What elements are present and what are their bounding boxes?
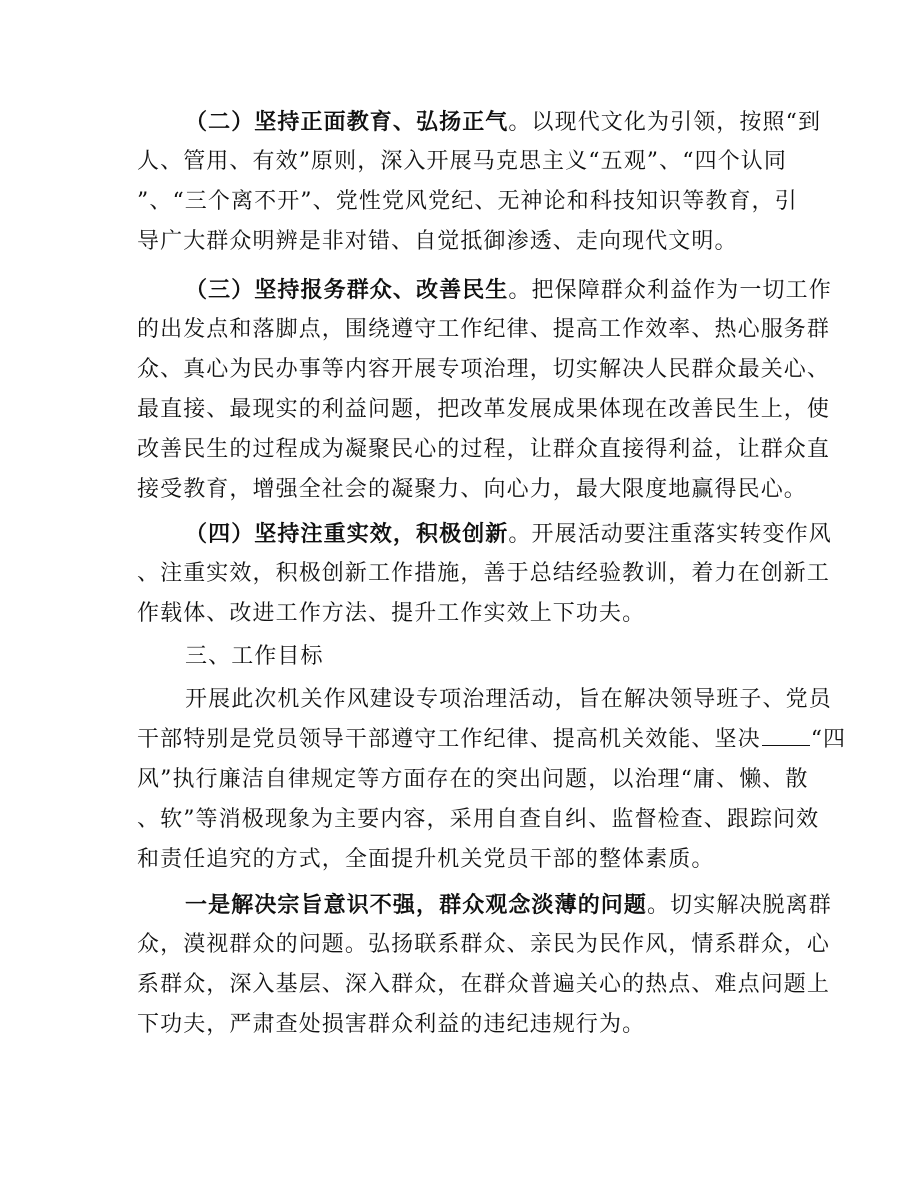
paragraph-line: 众、真心为民办事等内容开展专项治理，切实解决人民群众最关心、 [137, 357, 831, 382]
paragraph-line: 众，漠视群众的问题。弘扬联系群众、亲民为民作风，情系群众，心 [137, 932, 831, 957]
paragraph-line: 开展此次机关作风建设专项治理活动，旨在解决领导班子、党员 [185, 687, 832, 712]
paragraph-line: 下功夫，严肃查处损害群众利益的违纪违规行为。 [137, 1012, 646, 1037]
paragraph-line: 、软”等消极现象为主要内容，采用自查自纠、监督检查、跟踪问效 [137, 807, 820, 832]
paragraph-heading: （二）坚持正面教育、弘扬正气 [185, 109, 509, 135]
paragraph-heading: （三）坚持报务群众、改善民生 [185, 277, 509, 303]
paragraph-line [185, 276, 845, 305]
paragraph-line [185, 108, 845, 137]
paragraph-text: 干部特别是党员领导干部遵守工作纪律、提高机关效能、坚决 [137, 727, 761, 752]
paragraph-heading: 一是解决宗旨意识不强，群众观念淡薄的问题 [185, 892, 648, 918]
paragraph-line [185, 891, 845, 920]
paragraph-text: 。切实解决脱离群 [647, 893, 832, 918]
paragraph-line [137, 726, 847, 754]
paragraph-line: 的出发点和落脚点，围绕遵守工作纪律、提高工作效率、热心服务群 [137, 317, 831, 342]
paragraph-text: 。开展活动要注重落实转变作风 [508, 522, 832, 547]
fill-in-blank [762, 726, 810, 746]
paragraph-line: 改善民生的过程成为凝聚民心的过程，让群众直接得利益，让群众直 [137, 437, 831, 462]
paragraph-line [185, 520, 845, 549]
paragraph-line: ”、“三个离不开”、党性党风党纪、无神论和科技知识等教育，引 [137, 189, 798, 214]
paragraph-heading: （四）坚持注重实效，积极创新 [185, 521, 509, 547]
paragraph-line: 作载体、改进工作方法、提升工作实效上下功夫。 [137, 601, 646, 626]
paragraph-line: 最直接、最现实的利益问题，把改革发展成果体现在改善民生上，使 [137, 397, 831, 422]
paragraph-line: 导广大群众明辨是非对错、自觉抵御渗透、走向现代文明。 [137, 229, 738, 254]
section-heading: 三、工作目标 [185, 644, 324, 669]
paragraph-line: 和责任追究的方式，全面提升机关党员干部的整体素质。 [137, 847, 715, 872]
paragraph-text: 。以现代文化为引领，按照“到 [508, 110, 822, 135]
paragraph-text: 。把保障群众利益作为一切工作 [508, 278, 832, 303]
paragraph-text: “四 [810, 727, 847, 752]
paragraph-line: 人、管用、有效”原则，深入开展马克思主义“五观”、“四个认同 [137, 149, 787, 174]
paragraph-line: 风”执行廉洁自律规定等方面存在的突出问题，以治理“庸、懒、散 [137, 767, 809, 792]
paragraph-line: 、注重实效，积极创新工作措施，善于总结经验教训，着力在创新工 [137, 561, 831, 586]
paragraph-line: 接受教育，增强全社会的凝聚力、向心力，最大限度地赢得民心。 [137, 477, 807, 502]
paragraph-line: 系群众，深入基层、深入群众，在群众普遍关心的热点、难点问题上 [137, 972, 831, 997]
